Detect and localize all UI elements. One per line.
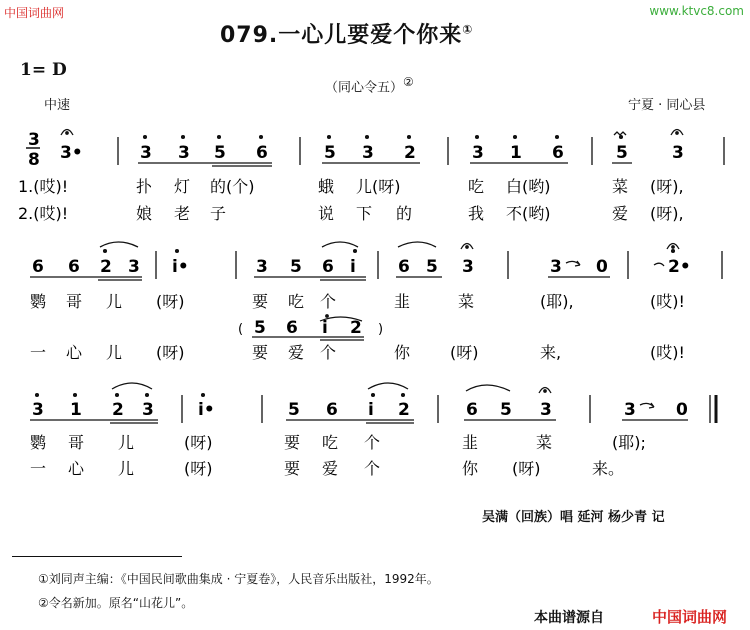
lyric: (呀) — [184, 459, 213, 478]
note: i — [350, 257, 356, 277]
fermata-dot — [544, 390, 546, 392]
lyric: (呀), — [650, 204, 684, 223]
octave-dot — [366, 136, 369, 139]
lyric: 1.(哎)! — [18, 177, 69, 196]
alt-paren: ) — [378, 322, 384, 337]
octave-dot — [620, 136, 623, 139]
watermark-right: www.ktvc8.com — [649, 4, 744, 18]
note: 3 — [140, 143, 152, 163]
octave-dot — [202, 394, 205, 397]
lyric: 吃 — [468, 177, 485, 196]
lyric: (耶), — [540, 292, 574, 311]
alt-note: 2 — [350, 318, 362, 338]
octave-dot — [476, 136, 479, 139]
lyric: 爱 — [612, 204, 629, 223]
note: 6 — [322, 257, 334, 277]
subtitle — [325, 75, 414, 95]
octave-dot — [182, 136, 185, 139]
lyric: 一 — [30, 343, 47, 362]
lyric: 蛾 — [318, 177, 335, 196]
song-title-text: 079.一心儿要爱个你来 — [220, 23, 463, 48]
note: 6 — [32, 257, 44, 277]
octave-dot — [326, 315, 329, 318]
note: 3 — [32, 400, 44, 420]
note: 2 — [112, 400, 124, 420]
fermata-dot — [676, 132, 678, 134]
row-2-lyrics-verse-2 — [30, 343, 685, 362]
lyric: 要 — [284, 433, 301, 452]
lyric: 韭 — [462, 433, 479, 452]
lyric: 哥 — [68, 433, 85, 452]
row-2-lyrics-verse-1 — [30, 292, 685, 311]
octave-dot — [354, 250, 357, 253]
source-label: 本曲谱源自 — [534, 610, 604, 626]
lyric: 菜 — [536, 433, 553, 452]
lyric: 说 — [318, 204, 335, 223]
glide-icon — [640, 403, 654, 408]
lyric: 菜 — [612, 177, 629, 196]
note: 3• — [60, 143, 83, 163]
lyric: 要 — [252, 343, 269, 362]
lyric: 爱 — [322, 459, 339, 478]
subtitle-footnote-mark: ② — [403, 75, 414, 89]
octave-dot — [514, 136, 517, 139]
note: 6 — [256, 143, 268, 163]
lyric: 白(哟) — [506, 177, 551, 196]
slur — [398, 242, 436, 247]
lyric: (呀) — [184, 433, 213, 452]
subtitle-text: （同心令五） — [325, 80, 404, 96]
lyric: 灯 — [174, 177, 191, 196]
lyric: 要 — [252, 292, 269, 311]
note: 3 — [540, 400, 552, 420]
row-1-lyrics-verse-2 — [18, 204, 684, 223]
note: 0 — [596, 257, 608, 277]
note: 5 — [500, 400, 512, 420]
note: 3 — [462, 257, 474, 277]
lyric: 个 — [364, 459, 381, 478]
lyric: (耶); — [612, 433, 646, 452]
note: 6 — [68, 257, 80, 277]
lyric: 心 — [68, 459, 85, 478]
lyric: 儿 — [106, 343, 123, 362]
lyric: 扑 — [136, 177, 153, 196]
lyric: 心 — [66, 343, 83, 362]
song-title — [220, 18, 473, 49]
lyric: 鹦 — [30, 433, 47, 452]
lyric: 2.(哎)! — [18, 204, 69, 223]
slur — [368, 383, 408, 389]
score — [0, 115, 750, 495]
lyric: 老 — [174, 204, 191, 223]
note: 3 — [178, 143, 190, 163]
time-sig-top: 3 — [28, 130, 40, 150]
row-3-lyrics-verse-1 — [30, 433, 646, 452]
note: 5 — [214, 143, 226, 163]
note: 3 — [472, 143, 484, 163]
lyric: 你 — [394, 343, 411, 362]
lyric: 韭 — [394, 292, 411, 311]
lyric: (呀), — [650, 177, 684, 196]
region-label: 宁夏 · 同心县 — [628, 98, 706, 113]
note: 2 — [100, 257, 112, 277]
octave-dot — [260, 136, 263, 139]
note: 3 — [142, 400, 154, 420]
note: 5 — [290, 257, 302, 277]
row-3-lyrics-verse-2 — [30, 459, 624, 478]
note: i• — [172, 257, 189, 277]
note: i• — [198, 400, 215, 420]
footnote-2: ②令名新加。原名“山花儿”。 — [38, 596, 194, 610]
lyric: 要 — [284, 459, 301, 478]
fermata-dot — [672, 246, 674, 248]
note: 1 — [510, 143, 522, 163]
lyric: 不(哟) — [506, 204, 551, 223]
row-2-notes — [32, 257, 691, 277]
octave-dot — [408, 136, 411, 139]
note: 2 — [404, 143, 416, 163]
lyric: 个 — [320, 292, 337, 311]
lyric: 下 — [356, 204, 373, 223]
lyric: 个 — [320, 343, 337, 362]
octave-dot — [328, 136, 331, 139]
lyric: 菜 — [458, 292, 475, 311]
lyric: 娘 — [136, 204, 153, 223]
note: 5 — [616, 143, 628, 163]
octave-dot — [104, 250, 107, 253]
note: 3 — [672, 143, 684, 163]
row-1-notes — [60, 143, 684, 163]
note: 3 — [128, 257, 140, 277]
octave-dot — [372, 394, 375, 397]
note: 6 — [326, 400, 338, 420]
note: 5 — [426, 257, 438, 277]
lyric: 哥 — [66, 292, 83, 311]
key-signature: 1= D — [20, 60, 67, 80]
note: 2• — [668, 257, 691, 277]
lyric: 儿(呀) — [356, 177, 401, 196]
octave-dot — [176, 250, 179, 253]
lyric: 来。 — [592, 459, 625, 478]
lyric: 的(个) — [210, 177, 255, 196]
lyric: 吃 — [288, 292, 305, 311]
lyric: 爱 — [288, 343, 305, 362]
octave-dot — [218, 136, 221, 139]
slur — [100, 242, 138, 247]
lyric: 的 — [396, 204, 413, 223]
note: 6 — [466, 400, 478, 420]
octave-dot — [402, 394, 405, 397]
lyric: 我 — [468, 204, 485, 223]
lyric: 儿 — [118, 459, 135, 478]
octave-dot — [672, 250, 675, 253]
note: 0 — [676, 400, 688, 420]
lyric: (呀) — [512, 459, 541, 478]
lyric: (呀) — [156, 292, 185, 311]
row-2-alt-marks — [252, 315, 364, 340]
credit-line: 吴满（回族）唱 延河 杨少青 记 — [482, 510, 665, 525]
note: 3 — [362, 143, 374, 163]
alt-note: 5 — [254, 318, 266, 338]
lyric: 你 — [462, 459, 479, 478]
note: 5 — [288, 400, 300, 420]
slur — [466, 385, 510, 391]
lyric: 吃 — [322, 433, 339, 452]
title-footnote-mark: ① — [462, 22, 474, 37]
alt-note: 6 — [286, 318, 298, 338]
alt-paren: ( — [238, 322, 244, 337]
source-site-link[interactable]: 中国词曲网 — [652, 608, 728, 626]
note: 2 — [398, 400, 410, 420]
time-sig-bottom: 8 — [28, 150, 40, 170]
footnote-1: ①刘同声主编：《中国民间歌曲集成 · 宁夏卷》，人民音乐出版社，1992年。 — [38, 572, 439, 586]
octave-dot — [116, 394, 119, 397]
octave-dot — [556, 136, 559, 139]
octave-dot — [36, 394, 39, 397]
lyric: 鹦 — [30, 292, 47, 311]
glide-icon — [566, 261, 580, 266]
note: 3 — [550, 257, 562, 277]
footnote-divider — [12, 556, 182, 557]
note: 3 — [624, 400, 636, 420]
note: 1 — [70, 400, 82, 420]
note: 6 — [552, 143, 564, 163]
slur — [322, 242, 358, 247]
tempo-marking: 中速 — [44, 98, 71, 113]
row-1-lyrics-verse-1 — [18, 177, 684, 196]
note: 6 — [398, 257, 410, 277]
note: 3 — [256, 257, 268, 277]
lyric: 个 — [364, 433, 381, 452]
lyric: 一 — [30, 459, 47, 478]
octave-dot — [146, 394, 149, 397]
lyric: (呀) — [156, 343, 185, 362]
fermata-dot — [66, 132, 68, 134]
lyric: (哎)! — [650, 343, 685, 362]
lyric: (哎)! — [650, 292, 685, 311]
watermark-left: 中国词曲网 — [4, 6, 65, 20]
lyric: (呀) — [450, 343, 479, 362]
slur — [112, 383, 152, 389]
lyric: 来, — [540, 343, 562, 362]
lyric: 子 — [210, 204, 227, 223]
note: i — [368, 400, 374, 420]
lyric: 儿 — [106, 292, 123, 311]
alt-note: i — [322, 318, 328, 338]
note: 5 — [324, 143, 336, 163]
fermata-dot — [466, 246, 468, 248]
lyric: 儿 — [118, 433, 135, 452]
octave-dot — [144, 136, 147, 139]
grace-icon — [654, 263, 664, 266]
octave-dot — [74, 394, 77, 397]
ornament-icon — [614, 132, 626, 135]
